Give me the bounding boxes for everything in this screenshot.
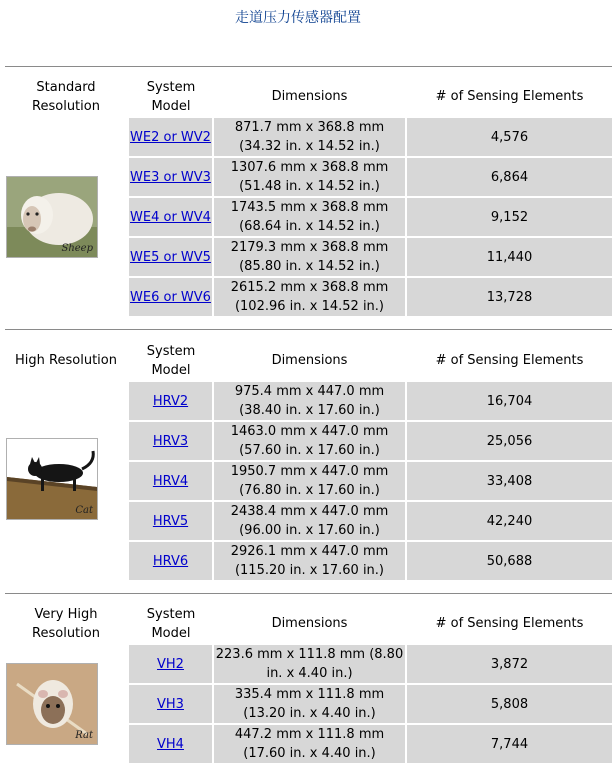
table-row [129, 502, 612, 540]
dimensions-cell: 1743.5 mm x 368.8 mm (68.64 in. x 14.52 in.) [214, 198, 405, 236]
table-row [129, 118, 612, 156]
model-link[interactable]: WE5 or WV5 [130, 249, 211, 265]
sensing-count-cell: 3,872 [407, 645, 612, 683]
header-sensing-elements: # of Sensing Elements [435, 89, 584, 104]
model-link[interactable]: VH2 [157, 656, 184, 672]
model-link[interactable]: WE4 or WV4 [130, 209, 211, 225]
table-row [129, 725, 612, 763]
header-sensing-elements: # of Sensing Elements [435, 616, 584, 631]
page-title: 走道压力传感器配置 [235, 10, 361, 26]
model-link[interactable]: WE2 or WV2 [130, 129, 211, 145]
divider [5, 329, 612, 330]
section-label: Very High Resolution [32, 607, 100, 641]
model-link[interactable]: HRV5 [152, 513, 189, 529]
sensing-count-cell: 25,056 [407, 422, 612, 460]
sensing-count-cell: 9,152 [407, 198, 612, 236]
sensing-count-cell: 11,440 [407, 238, 612, 276]
sensing-count-cell: 6,864 [407, 158, 612, 196]
model-link[interactable]: HRV4 [152, 473, 189, 489]
table-row [129, 238, 612, 276]
model-link[interactable]: VH3 [157, 696, 184, 712]
header-system-model: System Model [146, 607, 196, 641]
dimensions-cell: 1950.7 mm x 447.0 mm (76.80 in. x 17.60 in.) [214, 462, 405, 500]
header-sensing-elements: # of Sensing Elements [435, 353, 584, 368]
sensing-count-cell: 7,744 [407, 725, 612, 763]
table-row [129, 542, 612, 580]
dimensions-cell: 871.7 mm x 368.8 mm (34.32 in. x 14.52 in.) [214, 118, 405, 156]
model-link[interactable]: HRV2 [152, 393, 189, 409]
sensing-count-cell: 16,704 [407, 382, 612, 420]
dimensions-cell: 447.2 mm x 111.8 mm (17.60 in. x 4.40 in.) [214, 725, 405, 763]
model-link[interactable]: VH4 [157, 736, 184, 752]
header-dimensions: Dimensions [271, 616, 348, 631]
sensing-count-cell: 33,408 [407, 462, 612, 500]
dimensions-cell: 223.6 mm x 111.8 mm (8.80 in. x 4.40 in.) [215, 647, 404, 681]
divider [5, 66, 612, 67]
divider [5, 593, 612, 594]
sheep-photo [6, 176, 98, 258]
cat-photo [6, 438, 98, 520]
section-label: Standard Resolution [32, 80, 100, 114]
table-row [129, 422, 612, 460]
section-label: High Resolution [15, 353, 117, 368]
model-link[interactable]: HRV3 [152, 433, 189, 449]
photo-caption: Cat [75, 505, 93, 516]
dimensions-cell: 2179.3 mm x 368.8 mm (85.80 in. x 14.52 in.) [214, 238, 405, 276]
dimensions-cell: 335.4 mm x 111.8 mm (13.20 in. x 4.40 in.) [214, 685, 405, 723]
table-row [129, 158, 612, 196]
table-row [129, 278, 612, 316]
section-standard-resolution [5, 78, 612, 320]
section-very-high-resolution [5, 605, 612, 784]
sensing-count-cell: 50,688 [407, 542, 612, 580]
rat-photo [6, 663, 98, 745]
dimensions-cell: 975.4 mm x 447.0 mm (38.40 in. x 17.60 in.) [214, 382, 405, 420]
model-link[interactable]: HRV6 [152, 553, 189, 569]
sensing-count-cell: 13,728 [407, 278, 612, 316]
header-system-model: System Model [146, 80, 196, 114]
table-row [129, 198, 612, 236]
sensing-count-cell: 4,576 [407, 118, 612, 156]
section-high-resolution [5, 342, 612, 584]
header-system-model: System Model [146, 344, 196, 378]
table-row [129, 685, 612, 723]
model-link[interactable]: WE3 or WV3 [130, 169, 211, 185]
header-dimensions: Dimensions [271, 89, 348, 104]
photo-caption: Sheep [61, 243, 93, 254]
sensing-count-cell: 42,240 [407, 502, 612, 540]
header-dimensions: Dimensions [271, 353, 348, 368]
dimensions-cell: 1463.0 mm x 447.0 mm (57.60 in. x 17.60 in.) [214, 422, 405, 460]
photo-caption: Rat [75, 730, 93, 741]
dimensions-cell: 2438.4 mm x 447.0 mm (96.00 in. x 17.60 in.) [214, 502, 405, 540]
dimensions-cell: 2615.2 mm x 368.8 mm (102.96 in. x 14.52 in.) [214, 278, 405, 316]
table-row [129, 462, 612, 500]
table-row [129, 382, 612, 420]
sensing-count-cell: 5,808 [407, 685, 612, 723]
dimensions-cell: 1307.6 mm x 368.8 mm (51.48 in. x 14.52 in.) [214, 158, 405, 196]
dimensions-cell: 2926.1 mm x 447.0 mm (115.20 in. x 17.60 in.) [214, 542, 405, 580]
table-row [129, 645, 612, 683]
model-link[interactable]: WE6 or WV6 [130, 289, 211, 305]
